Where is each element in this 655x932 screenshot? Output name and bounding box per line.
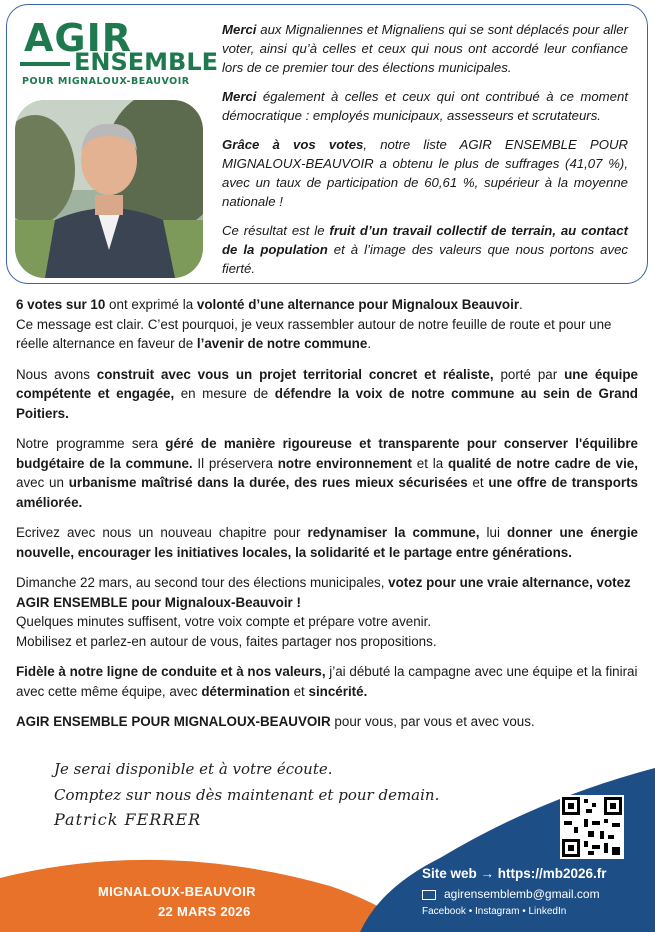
signature-line2: Comptez sur nous dès maintenant et pour demain.: [54, 786, 440, 804]
text-run: porté par: [493, 366, 565, 382]
body-paragraph: [16, 295, 638, 354]
bold-text: une offre de transports améliorée.: [16, 475, 639, 510]
footer-date: 22 MARS 2026: [158, 904, 251, 919]
text-run: et à l’image des valeurs que nous portons avec fierté.: [222, 242, 628, 276]
text-run: et: [467, 475, 489, 490]
bold-text: fruit d’un travail collectif de terrain, au contact de la population: [222, 223, 628, 257]
text-run: Nous avons: [16, 366, 97, 382]
text-run: et: [289, 683, 309, 699]
text-run: Mobilisez et parlez-en autour de vous, faites partager nos propositions.: [16, 633, 437, 649]
bold-text: notre environnement: [277, 455, 412, 471]
text-run: également à celles et ceux qui ont contribué à ce moment démocratique : employés municipaux, assesseurs et scrutateurs.: [222, 89, 628, 123]
bold-text: Fidèle à notre ligne de conduite et à nos valeurs,: [16, 664, 326, 679]
text-run: lui: [479, 525, 508, 540]
bold-text: l’avenir de notre commune: [196, 336, 368, 351]
main-text: [16, 295, 638, 743]
text-run: Quelques minutes suffisent, votre voix compte et prépare votre avenir.: [16, 614, 432, 629]
bold-text: détermination: [201, 683, 290, 699]
text-run: j’ai débuté la campagne avec une équipe et la finirai avec cette même équipe, avec: [16, 664, 638, 699]
bold-text: AGIR ENSEMBLE POUR MIGNALOUX-BEAUVOIR: [16, 714, 331, 729]
footer-town: MIGNALOUX-BEAUVOIR: [98, 884, 256, 899]
bold-text: Grâce à vos votes: [222, 137, 364, 152]
envelope-icon: [422, 890, 436, 900]
text-run: Il préservera: [192, 455, 278, 471]
text-run: ont exprimé la: [105, 297, 197, 312]
bold-text: redynamiser la commune,: [307, 525, 480, 540]
intro-paragraph: [222, 221, 628, 278]
email-text: agirensemblemb@gmail.com: [444, 887, 600, 901]
bold-text: 6 votes sur 10: [16, 297, 106, 312]
text-run: .: [367, 336, 372, 351]
logo-bar: [20, 62, 70, 66]
signature-line1: Je serai disponible et à votre écoute.: [54, 760, 333, 778]
intro-paragraph: [222, 20, 628, 77]
text-run: Notre programme sera: [16, 436, 166, 451]
text-run: Ce message est clair. C’est pourquoi, je veux rassembler autour de notre feuille de route et pour une réelle alternance en faveur de: [16, 316, 612, 351]
bold-text: une équipe compétente et engagée,: [16, 366, 638, 401]
text-run: Ecrivez avec nous un nouveau chapitre pour: [16, 525, 308, 540]
logo-line2: ENSEMBLE: [74, 48, 219, 76]
email-link[interactable]: [422, 887, 600, 901]
intro-text: [222, 20, 628, 288]
bold-text: qualité de notre cadre de vie,: [448, 455, 638, 471]
bold-text: géré de manière rigoureuse et transparente pour conserver l'équilibre budgétaire de la commune.: [16, 436, 638, 471]
text-run: et la: [412, 455, 448, 471]
bold-text: défendre la voix de notre commune au sein de Grand Poitiers.: [16, 386, 638, 421]
text-run: , notre liste AGIR ENSEMBLE POUR MIGNALOUX-BEAUVOIR a obtenu le plus de suffrages (41,07 %), avec un taux de participation de 60,61 %, supérieur à la moyenne nationale !: [222, 137, 628, 209]
body-paragraph: [16, 662, 638, 701]
logo-line1: AGIR: [24, 16, 132, 60]
social-links[interactable]: Facebook • Instagram • LinkedIn: [422, 906, 567, 917]
body-paragraph: [16, 434, 638, 512]
text-run: Ce résultat est le: [222, 223, 330, 238]
text-run: avec un: [16, 475, 69, 490]
bold-text: volonté d’une alternance pour Mignaloux Beauvoir: [196, 297, 520, 312]
bold-text: sincérité.: [308, 683, 368, 699]
text-run: aux Mignaliennes et Mignaliens qui se sont déplacés pour aller voter, ainsi qu’à celles et ceux qui nous ont accordé leur confiance lors de ce premier tour des élections municipales.: [222, 22, 628, 75]
intro-paragraph: [222, 87, 628, 125]
text-run: pour vous, par vous et avec vous.: [330, 714, 535, 729]
body-paragraph: [16, 365, 638, 424]
text-run: .: [519, 297, 523, 312]
bold-text: urbanisme maîtrisé dans la durée, des rues mieux sécurisées: [68, 475, 468, 490]
bold-text: construit avec vous un projet territorial concret et réaliste,: [96, 366, 494, 382]
signature-name: Patrick FERRER: [54, 810, 202, 829]
text-run: Dimanche 22 mars, au second tour des élections municipales,: [16, 575, 389, 590]
intro-paragraph: [222, 135, 628, 211]
logo-line3: POUR MIGNALOUX-BEAUVOIR: [22, 76, 190, 87]
bold-text: Merci: [222, 22, 257, 37]
logo: [20, 16, 219, 88]
bold-text: Merci: [222, 89, 257, 104]
body-paragraph: [16, 712, 638, 732]
candidate-photo: [15, 100, 203, 278]
website-link[interactable]: Site web → https://mb2026.fr: [422, 866, 607, 881]
bold-text: donner une énergie nouvelle, encourager les initiatives locales, la solidarité et le partage entre générations.: [16, 525, 638, 560]
text-run: en mesure de: [174, 386, 275, 401]
body-paragraph: [16, 523, 638, 562]
body-paragraph: [16, 573, 638, 651]
bold-text: votez pour une vraie alternance, votez AGIR ENSEMBLE pour Mignaloux-Beauvoir !: [16, 575, 631, 610]
qr-code-icon[interactable]: [560, 795, 624, 859]
